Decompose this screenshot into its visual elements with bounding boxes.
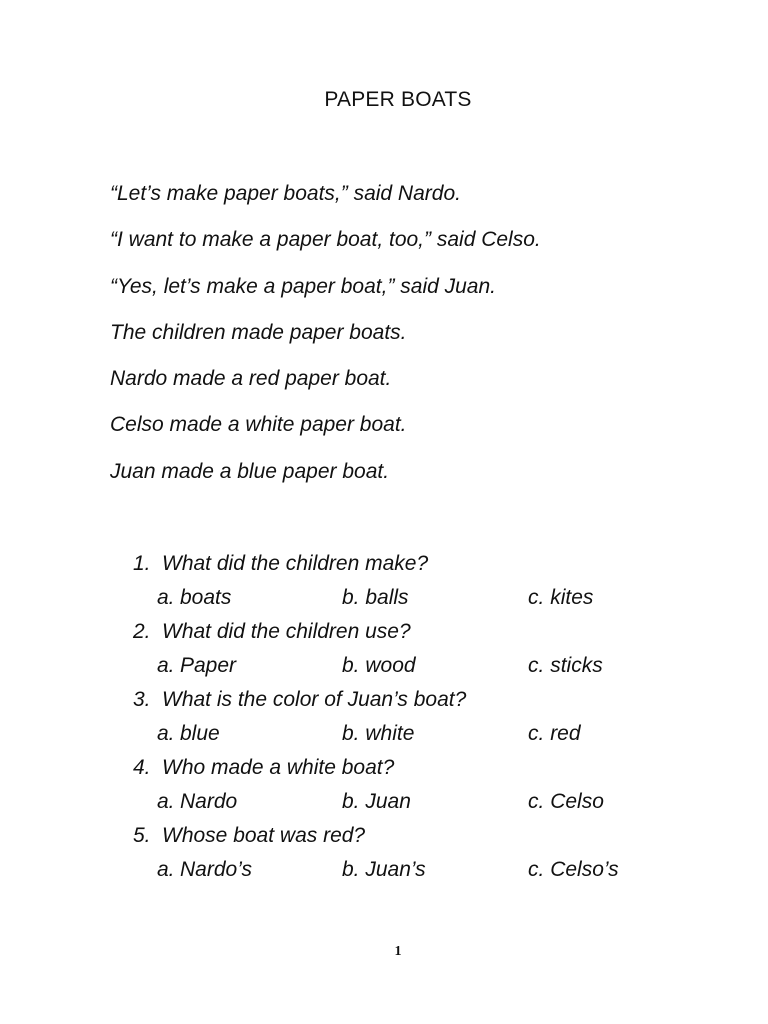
question [133, 616, 753, 650]
option-b [342, 854, 426, 886]
option-letter: a. [157, 722, 175, 745]
question [133, 820, 753, 854]
question-text: What did the children make? [162, 552, 429, 575]
question-number: 4. [133, 756, 151, 779]
question [133, 752, 753, 786]
option-letter: b. [342, 654, 360, 677]
story-text [110, 178, 730, 502]
option-text: Juan [365, 790, 411, 813]
question [133, 684, 753, 718]
option-text: sticks [550, 654, 603, 677]
answer-options [133, 786, 753, 820]
option-letter: a. [157, 858, 175, 881]
story-line: Nardo made a red paper boat. [110, 367, 392, 391]
option-c [528, 650, 603, 682]
question-text: What did the children use? [162, 620, 411, 643]
option-letter: a. [157, 654, 175, 677]
option-letter: c. [528, 654, 545, 677]
story-line: Juan made a blue paper boat. [110, 459, 390, 483]
page-number: 1 [394, 944, 402, 959]
option-c [528, 582, 593, 614]
question-text: What is the color of Juan’s boat? [162, 688, 467, 711]
option-a [157, 854, 252, 886]
question-text: Who made a white boat? [162, 756, 395, 779]
option-letter: b. [342, 858, 360, 881]
option-a [157, 718, 220, 750]
option-c [528, 718, 581, 750]
option-text: wood [365, 654, 416, 677]
option-c [528, 786, 604, 818]
question-number: 1. [133, 552, 151, 575]
option-text: kites [550, 586, 594, 609]
question [133, 548, 753, 582]
story-line: “Yes, let’s make a paper boat,” said Juan. [110, 274, 496, 298]
option-text: Celso’s [550, 858, 619, 881]
option-letter: b. [342, 790, 360, 813]
story-line: “Let’s make paper boats,” said Nardo. [110, 182, 461, 205]
option-a [157, 582, 231, 614]
option-text: white [365, 722, 415, 745]
option-text: balls [365, 586, 409, 609]
option-b [342, 650, 416, 682]
option-letter: c. [528, 858, 545, 881]
question-number: 2. [133, 620, 151, 643]
answer-options [133, 650, 753, 684]
option-letter: b. [342, 722, 360, 745]
answer-options [133, 718, 753, 752]
option-b [342, 786, 411, 818]
option-text: boats [180, 586, 232, 609]
option-b [342, 582, 409, 614]
page-title: PAPER BOATS [324, 88, 472, 111]
option-b [342, 718, 414, 750]
answer-options [133, 582, 753, 616]
option-letter: c. [528, 722, 545, 745]
option-letter: c. [528, 586, 545, 609]
question-number: 5. [133, 824, 151, 847]
option-a [157, 650, 236, 682]
option-letter: a. [157, 790, 175, 813]
option-letter: c. [528, 790, 545, 813]
option-text: Nardo [180, 790, 238, 813]
question-number: 3. [133, 688, 151, 711]
story-line: Celso made a white paper boat. [110, 413, 407, 437]
option-text: Celso [550, 790, 604, 813]
question-list [133, 548, 753, 888]
story-line: The children made paper boats. [110, 320, 407, 344]
option-a [157, 786, 237, 818]
question-text: Whose boat was red? [162, 824, 366, 847]
option-letter: b. [342, 586, 360, 609]
story-line: “I want to make a paper boat, too,” said Celso. [110, 228, 541, 252]
option-text: Nardo’s [180, 858, 252, 881]
option-text: blue [180, 722, 220, 745]
option-text: Paper [180, 654, 237, 677]
option-text: red [550, 722, 581, 745]
option-letter: a. [157, 586, 175, 609]
option-text: Juan’s [365, 858, 426, 881]
option-c [528, 854, 619, 886]
answer-options [133, 854, 753, 888]
